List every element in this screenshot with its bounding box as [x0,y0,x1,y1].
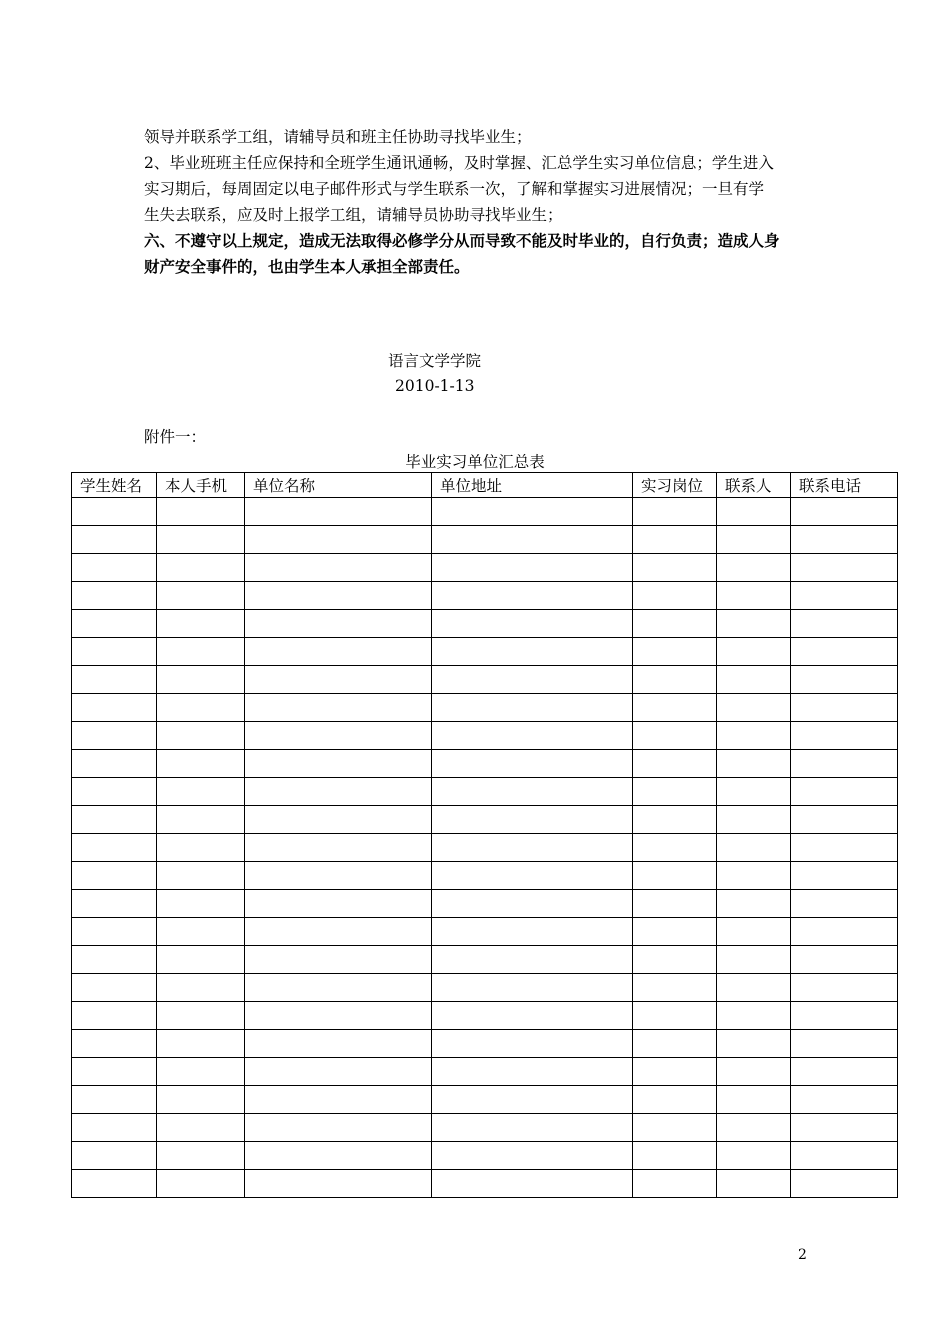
table-row [72,554,898,582]
table-cell[interactable] [157,946,245,974]
table-cell[interactable] [791,890,898,918]
table-cell[interactable] [157,526,245,554]
table-cell[interactable] [157,638,245,666]
header-contact: 联系人 [717,473,791,498]
table-cell[interactable] [791,722,898,750]
table-cell[interactable] [432,610,633,638]
paragraph-line: 实习期后，每周固定以电子邮件形式与学生联系一次，了解和掌握实习进展情况；一旦有学 [144,180,765,198]
table-cell[interactable] [157,778,245,806]
table-cell[interactable] [717,862,791,890]
table-cell[interactable] [791,1030,898,1058]
table-cell[interactable] [432,890,633,918]
table-cell[interactable] [157,694,245,722]
table-cell[interactable] [432,1030,633,1058]
table-cell[interactable] [791,1002,898,1030]
table-cell[interactable] [717,1002,791,1030]
table-cell[interactable] [432,722,633,750]
table-cell[interactable] [72,554,157,582]
attachment-label: 附件一： [144,428,207,446]
table-cell[interactable] [717,806,791,834]
table-cell[interactable] [245,1058,432,1086]
table-cell[interactable] [432,526,633,554]
table-cell[interactable] [245,498,432,526]
table-cell[interactable] [157,918,245,946]
table-cell[interactable] [432,946,633,974]
table-cell[interactable] [791,582,898,610]
table-cell[interactable] [157,974,245,1002]
table-cell[interactable] [717,946,791,974]
table-cell[interactable] [157,1030,245,1058]
table-cell[interactable] [245,946,432,974]
table-cell[interactable] [633,750,717,778]
table-cell[interactable] [791,526,898,554]
table-cell[interactable] [633,1058,717,1086]
table-cell[interactable] [72,1002,157,1030]
table-cell[interactable] [72,722,157,750]
table-row [72,694,898,722]
table-cell[interactable] [245,694,432,722]
table-cell[interactable] [633,834,717,862]
table-cell[interactable] [245,1002,432,1030]
table-row [72,666,898,694]
table-cell[interactable] [432,1086,633,1114]
table-cell[interactable] [245,918,432,946]
table-row [72,946,898,974]
table-cell[interactable] [245,974,432,1002]
table-row [72,1002,898,1030]
table-cell[interactable] [245,1114,432,1142]
table-cell[interactable] [633,666,717,694]
table-row [72,862,898,890]
table-cell[interactable] [791,806,898,834]
table-cell[interactable] [72,1058,157,1086]
table-cell[interactable] [717,638,791,666]
table-title: 毕业实习单位汇总表 [405,453,545,471]
table-cell[interactable] [791,1058,898,1086]
table-row [72,1030,898,1058]
table-cell[interactable] [432,498,633,526]
table-cell[interactable] [717,498,791,526]
table-cell[interactable] [791,638,898,666]
table-cell[interactable] [633,946,717,974]
table-cell[interactable] [717,666,791,694]
table-cell[interactable] [791,666,898,694]
table-cell[interactable] [245,806,432,834]
table-cell[interactable] [72,638,157,666]
table-row [72,778,898,806]
paragraph-line-bold: 六、不遵守以上规定，造成无法取得必修学分从而导致不能及时毕业的，自行负责；造成人身 [144,232,780,250]
table-row [72,498,898,526]
table-cell[interactable] [245,526,432,554]
table-cell[interactable] [633,778,717,806]
table-cell[interactable] [432,1058,633,1086]
table-cell[interactable] [717,890,791,918]
table-cell[interactable] [432,582,633,610]
table-cell[interactable] [245,778,432,806]
table-cell[interactable] [432,666,633,694]
table-cell[interactable] [633,610,717,638]
table-cell[interactable] [245,666,432,694]
table-cell[interactable] [245,834,432,862]
table-cell[interactable] [157,610,245,638]
table-cell[interactable] [72,1170,157,1198]
table-cell[interactable] [432,1142,633,1170]
table-cell[interactable] [157,666,245,694]
table-cell[interactable] [791,946,898,974]
table-cell[interactable] [633,1030,717,1058]
table-cell[interactable] [432,750,633,778]
table-cell[interactable] [72,1142,157,1170]
table-cell[interactable] [633,1170,717,1198]
table-cell[interactable] [791,974,898,1002]
header-student-name: 学生姓名 [72,473,157,498]
table-cell[interactable] [157,498,245,526]
table-cell[interactable] [157,750,245,778]
table-cell[interactable] [633,1142,717,1170]
header-unit-address: 单位地址 [432,473,633,498]
table-cell[interactable] [717,610,791,638]
table-row [72,610,898,638]
table-cell[interactable] [157,862,245,890]
table-cell[interactable] [717,526,791,554]
table-cell[interactable] [633,890,717,918]
table-cell[interactable] [432,862,633,890]
table-cell[interactable] [72,862,157,890]
table-cell[interactable] [157,834,245,862]
table-body [72,498,898,1198]
table-cell[interactable] [432,834,633,862]
table-cell[interactable] [633,918,717,946]
table-cell[interactable] [791,610,898,638]
table-cell[interactable] [72,750,157,778]
table-cell[interactable] [717,1142,791,1170]
table-cell[interactable] [432,694,633,722]
table-cell[interactable] [245,610,432,638]
signature-date: 2010-1-13 [395,377,475,395]
table-cell[interactable] [717,1030,791,1058]
table-cell[interactable] [72,806,157,834]
table-cell[interactable] [72,1114,157,1142]
table-cell[interactable] [717,554,791,582]
table-cell[interactable] [157,806,245,834]
table-cell[interactable] [717,1086,791,1114]
table-cell[interactable] [791,862,898,890]
table-cell[interactable] [72,918,157,946]
table-cell[interactable] [245,582,432,610]
table-cell[interactable] [633,862,717,890]
table-cell[interactable] [717,918,791,946]
table-cell[interactable] [72,834,157,862]
table-row [72,1058,898,1086]
table-cell[interactable] [791,1114,898,1142]
table-cell[interactable] [791,554,898,582]
table-cell[interactable] [72,890,157,918]
table-row [72,974,898,1002]
table-cell[interactable] [245,1086,432,1114]
table-cell[interactable] [633,974,717,1002]
table-row [72,918,898,946]
table-cell[interactable] [245,750,432,778]
table-cell[interactable] [72,666,157,694]
table-cell[interactable] [717,722,791,750]
table-cell[interactable] [72,974,157,1002]
table-cell[interactable] [791,694,898,722]
table-cell[interactable] [432,974,633,1002]
table-cell[interactable] [791,778,898,806]
table-cell[interactable] [717,834,791,862]
header-unit-name: 单位名称 [245,473,432,498]
table-row [72,638,898,666]
table-row [72,1086,898,1114]
table-cell[interactable] [633,526,717,554]
table-cell[interactable] [717,974,791,1002]
table-row [72,582,898,610]
table-cell[interactable] [717,1114,791,1142]
table-cell[interactable] [157,1142,245,1170]
table-cell[interactable] [717,750,791,778]
table-cell[interactable] [157,554,245,582]
table-cell[interactable] [791,498,898,526]
header-mobile: 本人手机 [157,473,245,498]
paragraph-line: 2、毕业班班主任应保持和全班学生通讯通畅，及时掌握、汇总学生实习单位信息；学生进入 [144,154,774,172]
table-cell[interactable] [717,778,791,806]
table-cell[interactable] [432,778,633,806]
paragraph-line-bold: 财产安全事件的，也由学生本人承担全部责任。 [144,258,470,276]
table-cell[interactable] [72,1030,157,1058]
table-cell[interactable] [717,1170,791,1198]
table-cell[interactable] [72,582,157,610]
table-cell[interactable] [432,1170,633,1198]
table-row [72,1142,898,1170]
table-cell[interactable] [72,1086,157,1114]
table-cell[interactable] [432,1002,633,1030]
table-cell[interactable] [633,554,717,582]
table-cell[interactable] [432,806,633,834]
table-cell[interactable] [245,722,432,750]
header-position: 实习岗位 [633,473,717,498]
table-cell[interactable] [245,1142,432,1170]
table-cell[interactable] [633,1086,717,1114]
table-cell[interactable] [157,1086,245,1114]
table-cell[interactable] [72,694,157,722]
table-cell[interactable] [791,750,898,778]
table-row [72,1114,898,1142]
table-cell[interactable] [245,554,432,582]
table-cell[interactable] [245,890,432,918]
table-cell[interactable] [791,918,898,946]
paragraph-line: 生失去联系，应及时上报学工组，请辅导员协助寻找毕业生； [144,206,563,224]
table-cell[interactable] [791,1142,898,1170]
table-cell[interactable] [72,498,157,526]
table-cell[interactable] [717,694,791,722]
header-contact-phone: 联系电话 [791,473,898,498]
table-cell[interactable] [633,722,717,750]
table-cell[interactable] [157,1002,245,1030]
table-cell[interactable] [432,1114,633,1142]
table-cell[interactable] [633,806,717,834]
table-row [72,750,898,778]
table-cell[interactable] [157,890,245,918]
signature-organization: 语言文学学院 [388,352,482,370]
table-cell[interactable] [633,498,717,526]
table-cell[interactable] [245,1170,432,1198]
paragraph-line: 领导并联系学工组，请辅导员和班主任协助寻找毕业生； [144,128,532,146]
table-cell[interactable] [633,638,717,666]
summary-table [71,472,898,1198]
table-cell[interactable] [245,862,432,890]
table-cell[interactable] [633,582,717,610]
table-cell[interactable] [245,1030,432,1058]
table-cell[interactable] [633,694,717,722]
table-cell[interactable] [633,1114,717,1142]
table-cell[interactable] [72,946,157,974]
table-cell[interactable] [157,1058,245,1086]
table-cell[interactable] [432,554,633,582]
table-cell[interactable] [717,582,791,610]
table-cell[interactable] [157,1170,245,1198]
table-row [72,806,898,834]
table-cell[interactable] [791,1170,898,1198]
table-cell[interactable] [633,1002,717,1030]
table-cell[interactable] [157,582,245,610]
table-cell[interactable] [791,834,898,862]
table-row [72,722,898,750]
table-cell[interactable] [157,1114,245,1142]
table-cell[interactable] [72,610,157,638]
table-row [72,890,898,918]
table-cell[interactable] [432,638,633,666]
table-cell[interactable] [72,526,157,554]
table-cell[interactable] [432,918,633,946]
table-header-row [72,473,898,498]
table-cell[interactable] [791,1086,898,1114]
table-cell[interactable] [245,638,432,666]
table-cell[interactable] [717,1058,791,1086]
table-cell[interactable] [157,722,245,750]
page-number: 2 [798,1247,807,1263]
table-row [72,526,898,554]
table-row [72,834,898,862]
table-row [72,1170,898,1198]
table-cell[interactable] [72,778,157,806]
